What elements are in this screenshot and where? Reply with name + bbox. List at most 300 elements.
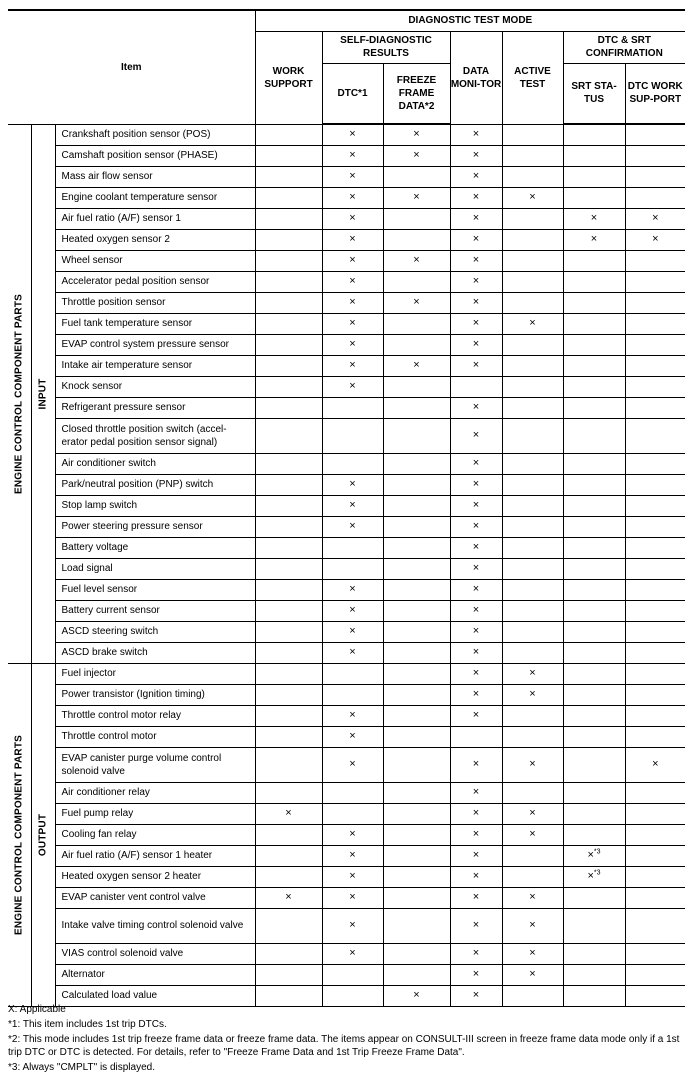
mark-active	[502, 187, 563, 208]
mark-dtcwork	[625, 229, 685, 250]
mark-dtc	[322, 600, 383, 621]
footnote-1: *1: This item includes 1st trip DTCs.	[8, 1019, 167, 1030]
table-row	[8, 887, 685, 908]
group-input	[31, 124, 55, 663]
table-row	[8, 684, 685, 705]
mark-active	[502, 166, 563, 187]
mark-work	[255, 313, 322, 334]
mark-data	[450, 726, 502, 747]
mark-work	[255, 663, 322, 684]
item-name: EVAP canister purge volume control solenoid valve	[55, 747, 255, 782]
applicable-mark: ×	[472, 646, 480, 658]
mark-srt	[563, 208, 625, 229]
mark-active	[502, 145, 563, 166]
mark-freeze	[383, 908, 450, 943]
mark-srt	[563, 495, 625, 516]
applicable-mark: ×	[590, 233, 598, 245]
item-name: Load signal	[55, 558, 255, 579]
mark-active	[502, 726, 563, 747]
item-name: Throttle control motor	[55, 726, 255, 747]
mark-data	[450, 537, 502, 558]
table-row	[8, 705, 685, 726]
mark-data	[450, 845, 502, 866]
applicable-mark: ×	[472, 828, 480, 840]
mark-freeze	[383, 803, 450, 824]
item-name: Closed throttle position switch (accel-erator pedal position sensor signal)	[55, 418, 255, 453]
mark-data	[450, 558, 502, 579]
mark-dtcwork	[625, 908, 685, 943]
item-name: ASCD steering switch	[55, 621, 255, 642]
diagnostic-test-mode-header: DIAGNOSTIC TEST MODE	[255, 10, 685, 31]
table-row	[8, 187, 685, 208]
mark-srt	[563, 663, 625, 684]
mark-freeze	[383, 943, 450, 964]
mark-freeze	[383, 474, 450, 495]
mark-freeze	[383, 376, 450, 397]
applicable-mark: ×	[285, 891, 292, 903]
mark-dtc	[322, 229, 383, 250]
mark-dtcwork	[625, 271, 685, 292]
mark-srt	[563, 600, 625, 621]
applicable-mark: ×	[529, 947, 536, 959]
item-name: Calculated load value	[55, 985, 255, 1006]
applicable-mark: ×	[349, 128, 356, 141]
mark-work	[255, 187, 322, 208]
mark-dtc	[322, 250, 383, 271]
applicable-mark: ×	[349, 919, 356, 931]
mark-dtcwork	[625, 250, 685, 271]
item-name: Air fuel ratio (A/F) sensor 1	[55, 208, 255, 229]
mark-freeze	[383, 558, 450, 579]
applicable-mark: ×	[652, 212, 659, 224]
table-row	[8, 642, 685, 663]
mark-dtc	[322, 845, 383, 866]
srt-status-header: SRT STA-TUS	[563, 63, 625, 124]
table-row	[8, 145, 685, 166]
mark-srt	[563, 558, 625, 579]
applicable-mark: ×	[472, 968, 480, 980]
applicable-mark: ×	[472, 359, 480, 371]
mark-data	[450, 187, 502, 208]
applicable-mark: ×	[472, 499, 480, 511]
mark-data	[450, 453, 502, 474]
applicable-mark: ×	[529, 688, 536, 700]
freeze-frame-data-header: FREEZE FRAME DATA*2	[383, 63, 450, 124]
io-label: OUTPUT	[37, 813, 49, 856]
applicable-mark: ×	[472, 149, 480, 161]
mark-dtcwork	[625, 558, 685, 579]
applicable-mark: ×	[472, 478, 480, 490]
mark-work	[255, 600, 322, 621]
mark-work	[255, 376, 322, 397]
mark-srt	[563, 292, 625, 313]
mark-work	[255, 908, 322, 943]
applicable-mark: ×	[349, 275, 356, 287]
table-row	[8, 600, 685, 621]
applicable-mark: ×	[472, 758, 480, 770]
mark-dtc	[322, 516, 383, 537]
mark-dtc	[322, 495, 383, 516]
mark-work	[255, 964, 322, 985]
mark-srt	[563, 187, 625, 208]
applicable-mark: ×	[413, 254, 420, 266]
mark-work	[255, 124, 322, 145]
item-name: Throttle position sensor	[55, 292, 255, 313]
work-support-header: WORK SUPPORT	[255, 31, 322, 124]
mark-dtc	[322, 964, 383, 985]
footnotes	[8, 1003, 692, 1076]
mark-active	[502, 705, 563, 726]
mark-dtcwork	[625, 824, 685, 845]
table-row	[8, 495, 685, 516]
mark-data	[450, 943, 502, 964]
applicable-mark: ×	[349, 212, 356, 224]
applicable-mark: ×	[472, 317, 480, 329]
mark-dtcwork	[625, 495, 685, 516]
item-name: Air conditioner switch	[55, 453, 255, 474]
mark-freeze	[383, 600, 450, 621]
applicable-mark: ×	[413, 149, 420, 161]
applicable-mark: ×	[472, 296, 480, 308]
mark-srt	[563, 964, 625, 985]
mark-srt	[563, 782, 625, 803]
mark-dtcwork	[625, 397, 685, 418]
applicable-mark: ×	[472, 709, 480, 721]
mark-active	[502, 355, 563, 376]
applicable-mark: ×	[472, 520, 480, 532]
applicable-mark: ×	[587, 870, 594, 882]
mark-srt	[563, 537, 625, 558]
table-row	[8, 166, 685, 187]
mark-srt	[563, 229, 625, 250]
mark-freeze	[383, 145, 450, 166]
applicable-mark: ×	[349, 583, 356, 595]
table-row	[8, 537, 685, 558]
mark-dtcwork	[625, 208, 685, 229]
applicable-mark: ×	[472, 541, 480, 553]
io-label: INPUT	[37, 378, 49, 409]
mark-dtcwork	[625, 663, 685, 684]
mark-work	[255, 208, 322, 229]
item-name: Power transistor (Ignition timing)	[55, 684, 255, 705]
applicable-mark: ×	[529, 919, 536, 931]
table-row	[8, 453, 685, 474]
mark-dtcwork	[625, 747, 685, 782]
mark-dtcwork	[625, 313, 685, 334]
mark-freeze	[383, 684, 450, 705]
mark-active	[502, 495, 563, 516]
mark-freeze	[383, 124, 450, 145]
mark-srt	[563, 355, 625, 376]
mark-data	[450, 964, 502, 985]
mark-dtcwork	[625, 453, 685, 474]
mark-work	[255, 355, 322, 376]
mark-srt	[563, 908, 625, 943]
mark-freeze	[383, 313, 450, 334]
self-diagnostic-results-header: SELF-DIAGNOSTIC RESULTS	[322, 31, 450, 63]
mark-active	[502, 250, 563, 271]
item-name: Battery voltage	[55, 537, 255, 558]
applicable-mark: ×	[472, 170, 480, 182]
mark-freeze	[383, 845, 450, 866]
mark-active	[502, 292, 563, 313]
mark-dtcwork	[625, 705, 685, 726]
mark-freeze	[383, 824, 450, 845]
mark-dtcwork	[625, 334, 685, 355]
mark-dtc	[322, 474, 383, 495]
mark-freeze	[383, 166, 450, 187]
mark-dtcwork	[625, 418, 685, 453]
table-row	[8, 747, 685, 782]
mark-active	[502, 376, 563, 397]
table-row	[8, 908, 685, 943]
table-row	[8, 621, 685, 642]
mark-active	[502, 271, 563, 292]
mark-work	[255, 747, 322, 782]
item-name: Mass air flow sensor	[55, 166, 255, 187]
mark-freeze	[383, 964, 450, 985]
mark-data	[450, 579, 502, 600]
mark-dtcwork	[625, 145, 685, 166]
mark-data	[450, 250, 502, 271]
applicable-mark: ×	[349, 758, 356, 770]
applicable-mark: ×	[349, 191, 356, 203]
mark-srt	[563, 726, 625, 747]
item-name: Intake air temperature sensor	[55, 355, 255, 376]
mark-dtcwork	[625, 292, 685, 313]
mark-dtc	[322, 866, 383, 887]
applicable-mark: ×	[472, 254, 480, 266]
mark-dtc	[322, 208, 383, 229]
mark-work	[255, 887, 322, 908]
mark-work	[255, 705, 322, 726]
mark-freeze	[383, 747, 450, 782]
mark-work	[255, 621, 322, 642]
table-row	[8, 250, 685, 271]
mark-data	[450, 803, 502, 824]
active-test-header: ACTIVE TEST	[502, 31, 563, 124]
applicable-mark: ×	[529, 667, 536, 679]
applicable-mark: ×	[652, 758, 659, 770]
mark-dtc	[322, 418, 383, 453]
table-row	[8, 824, 685, 845]
footnote-2: *2: This mode includes 1st trip freeze frame data or freeze frame data. The items appear on CONSULT-III screen in freeze frame data mode only if a 1st trip DTC or DTC is detected. For details, refer to "Freeze Frame Data and 1st Trip Freeze Frame Data".	[8, 1034, 680, 1058]
mark-srt	[563, 397, 625, 418]
group-engine-control-parts	[8, 663, 31, 1006]
mark-data	[450, 782, 502, 803]
mark-data	[450, 229, 502, 250]
mark-data	[450, 621, 502, 642]
mark-dtcwork	[625, 621, 685, 642]
mark-active	[502, 516, 563, 537]
applicable-mark: ×	[349, 380, 356, 392]
mark-srt	[563, 271, 625, 292]
mark-work	[255, 418, 322, 453]
applicable-mark: ×	[349, 149, 356, 161]
item-name: Alternator	[55, 964, 255, 985]
item-name: Fuel injector	[55, 663, 255, 684]
applicable-mark: ×	[472, 919, 480, 931]
mark-work	[255, 642, 322, 663]
applicable-mark: ×	[472, 191, 480, 203]
mark-freeze	[383, 495, 450, 516]
item-name: Stop lamp switch	[55, 495, 255, 516]
table-row	[8, 845, 685, 866]
mark-dtcwork	[625, 516, 685, 537]
mark-srt	[563, 334, 625, 355]
applicable-mark: ×	[472, 275, 480, 287]
mark-work	[255, 726, 322, 747]
diagnostic-mode-table	[8, 9, 685, 1007]
mark-dtc	[322, 943, 383, 964]
dtc-work-support-header: DTC WORK SUP-PORT	[625, 63, 685, 124]
mark-data	[450, 334, 502, 355]
mark-work	[255, 334, 322, 355]
mark-srt	[563, 824, 625, 845]
dtc-header: DTC*1	[322, 63, 383, 124]
item-name: Air fuel ratio (A/F) sensor 1 heater	[55, 845, 255, 866]
mark-data	[450, 908, 502, 943]
mark-dtcwork	[625, 187, 685, 208]
applicable-mark: ×	[349, 499, 356, 511]
mark-freeze	[383, 355, 450, 376]
mark-work	[255, 250, 322, 271]
mark-active	[502, 887, 563, 908]
table-row	[8, 418, 685, 453]
mark-dtc	[322, 824, 383, 845]
applicable-mark: ×	[349, 625, 356, 637]
applicable-mark: ×	[349, 338, 356, 350]
group-label: ENGINE CONTROL COMPONENT PARTS	[13, 734, 25, 935]
mark-active	[502, 124, 563, 145]
mark-work	[255, 803, 322, 824]
table-row	[8, 313, 685, 334]
group-label: ENGINE CONTROL COMPONENT PARTS	[13, 293, 25, 494]
table-row	[8, 208, 685, 229]
table-row	[8, 334, 685, 355]
mark-active	[502, 208, 563, 229]
applicable-mark: ×	[413, 128, 420, 141]
applicable-mark: ×	[472, 233, 480, 245]
mark-freeze	[383, 579, 450, 600]
table-row	[8, 516, 685, 537]
item-name: Park/neutral position (PNP) switch	[55, 474, 255, 495]
item-name: Wheel sensor	[55, 250, 255, 271]
item-name: EVAP control system pressure sensor	[55, 334, 255, 355]
mark-dtc	[322, 124, 383, 145]
item-name: Fuel level sensor	[55, 579, 255, 600]
applicable-mark: ×	[349, 317, 356, 329]
applicable-mark: ×	[472, 891, 480, 903]
mark-srt	[563, 747, 625, 782]
mark-dtc	[322, 642, 383, 663]
mark-dtcwork	[625, 355, 685, 376]
mark-srt	[563, 621, 625, 642]
mark-dtcwork	[625, 887, 685, 908]
mark-dtcwork	[625, 943, 685, 964]
mark-freeze	[383, 642, 450, 663]
item-name: Heated oxygen sensor 2	[55, 229, 255, 250]
mark-data	[450, 663, 502, 684]
mark-work	[255, 271, 322, 292]
mark-dtcwork	[625, 124, 685, 145]
applicable-mark: ×	[349, 170, 356, 182]
mark-dtcwork	[625, 964, 685, 985]
mark-srt	[563, 250, 625, 271]
applicable-mark: ×	[472, 429, 480, 441]
item-name: Intake valve timing control solenoid valve	[55, 908, 255, 943]
mark-srt	[563, 313, 625, 334]
mark-dtc	[322, 313, 383, 334]
applicable-mark: ×	[349, 947, 356, 959]
applicable-mark: ×	[472, 457, 480, 469]
mark-dtc	[322, 747, 383, 782]
mark-work	[255, 579, 322, 600]
mark-srt	[563, 474, 625, 495]
group-engine-control-parts	[8, 124, 31, 663]
mark-active	[502, 747, 563, 782]
mark-freeze	[383, 663, 450, 684]
dtc-srt-confirmation-header: DTC & SRT CONFIRMATION	[563, 31, 685, 63]
mark-freeze	[383, 208, 450, 229]
mark-freeze	[383, 271, 450, 292]
mark-srt	[563, 705, 625, 726]
mark-work	[255, 824, 322, 845]
mark-active	[502, 943, 563, 964]
mark-active	[502, 845, 563, 866]
mark-data	[450, 705, 502, 726]
mark-srt	[563, 887, 625, 908]
mark-dtcwork	[625, 376, 685, 397]
mark-dtc	[322, 782, 383, 803]
applicable-mark: ×	[413, 296, 420, 308]
group-output	[31, 663, 55, 1006]
mark-srt	[563, 145, 625, 166]
mark-srt	[563, 943, 625, 964]
mark-active	[502, 782, 563, 803]
mark-work	[255, 684, 322, 705]
item-name: VIAS control solenoid valve	[55, 943, 255, 964]
item-name: ASCD brake switch	[55, 642, 255, 663]
applicable-mark: ×	[529, 828, 536, 840]
mark-data	[450, 208, 502, 229]
item-name: Air conditioner relay	[55, 782, 255, 803]
mark-srt	[563, 684, 625, 705]
mark-active	[502, 908, 563, 943]
mark-work	[255, 495, 322, 516]
mark-active	[502, 642, 563, 663]
mark-active	[502, 453, 563, 474]
mark-data	[450, 376, 502, 397]
mark-data	[450, 824, 502, 845]
mark-work	[255, 516, 322, 537]
mark-work	[255, 537, 322, 558]
mark-active	[502, 418, 563, 453]
mark-data	[450, 887, 502, 908]
item-name: Crankshaft position sensor (POS)	[55, 124, 255, 145]
mark-data	[450, 355, 502, 376]
mark-dtc	[322, 334, 383, 355]
item-name: Power steering pressure sensor	[55, 516, 255, 537]
item-name: Battery current sensor	[55, 600, 255, 621]
mark-data	[450, 271, 502, 292]
table-row	[8, 803, 685, 824]
applicable-mark: ×	[587, 849, 594, 861]
item-name: Fuel pump relay	[55, 803, 255, 824]
applicable-mark: ×	[472, 583, 480, 595]
mark-dtc	[322, 376, 383, 397]
mark-work	[255, 229, 322, 250]
